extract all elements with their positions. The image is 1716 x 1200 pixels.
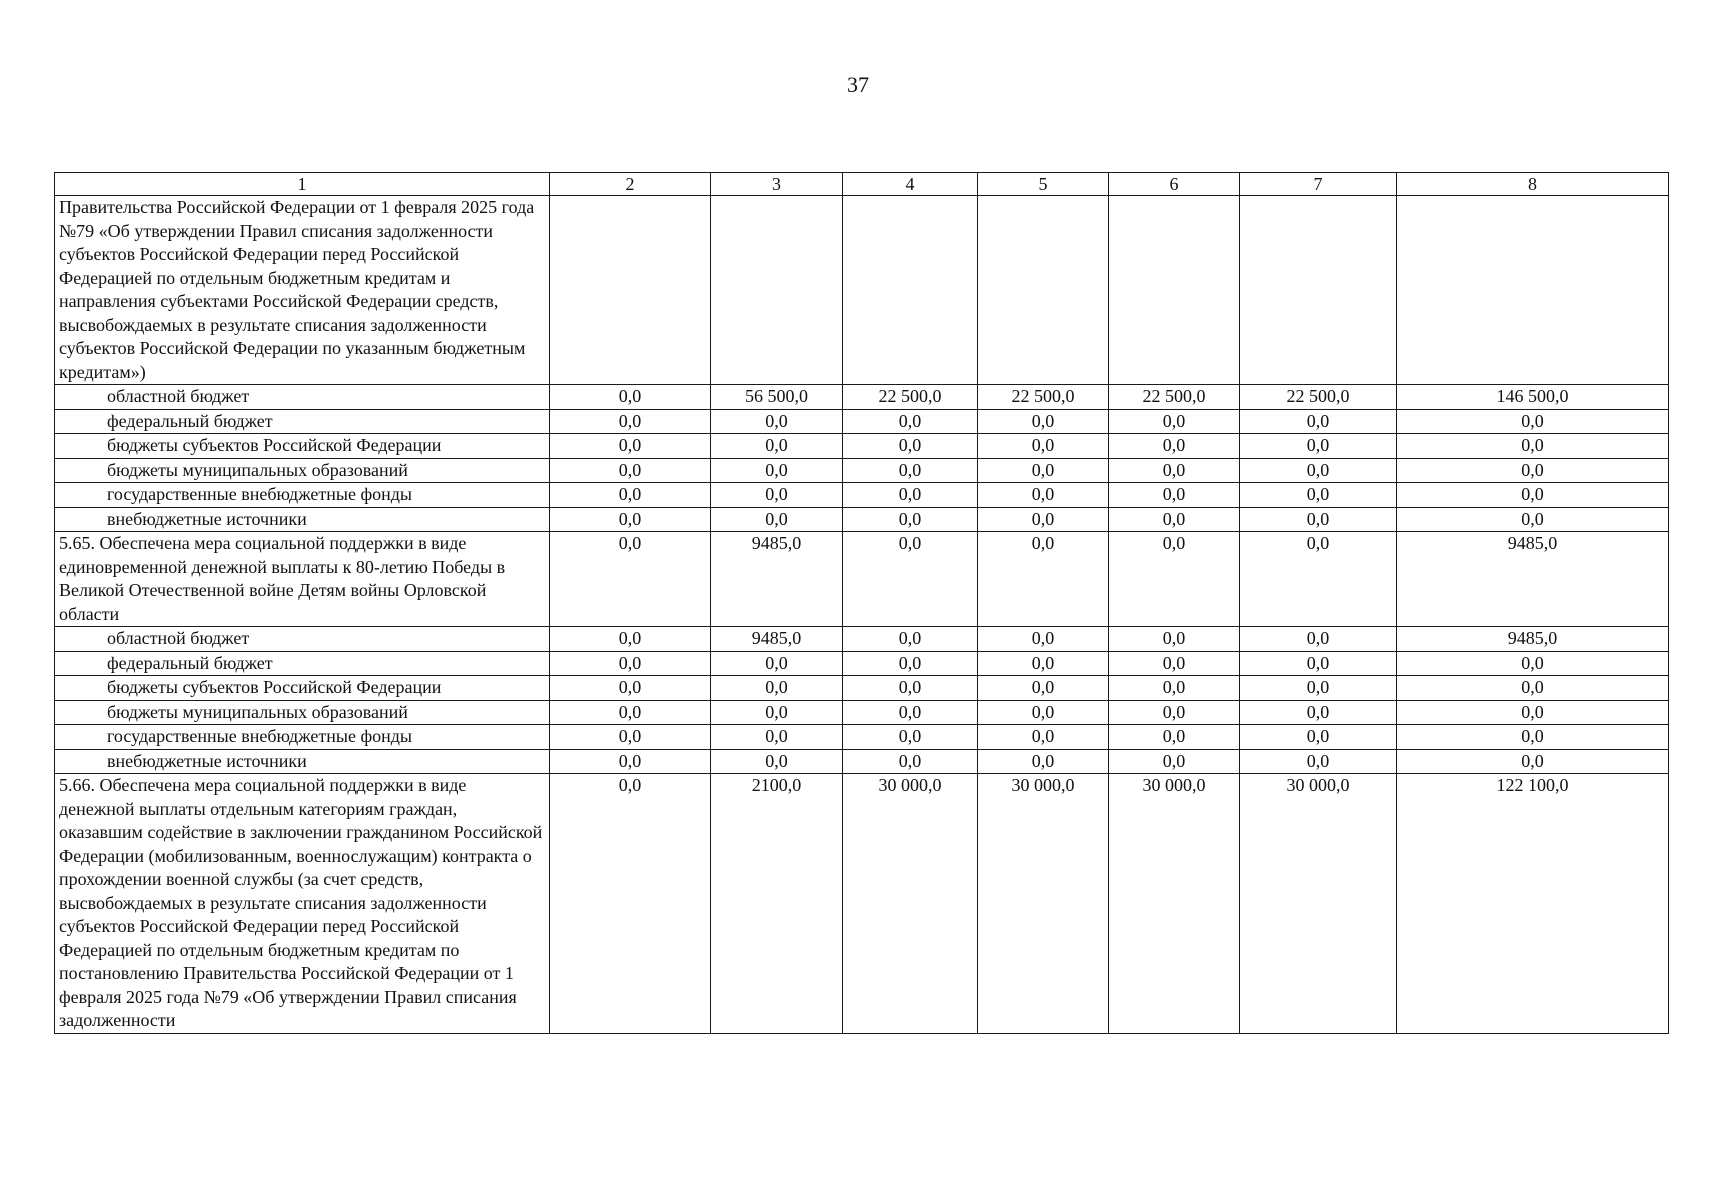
value-cell: 22 500,0 <box>1109 385 1240 410</box>
value-cell <box>1397 196 1669 385</box>
value-cell: 0,0 <box>550 700 711 725</box>
value-cell: 0,0 <box>978 434 1109 459</box>
value-cell: 0,0 <box>550 725 711 750</box>
value-cell: 0,0 <box>711 483 843 508</box>
table-row-funding-source <box>55 507 1669 532</box>
value-cell: 0,0 <box>843 434 978 459</box>
value-cell: 9485,0 <box>711 627 843 652</box>
column-header-1: 1 <box>55 173 550 196</box>
value-cell: 0,0 <box>1240 676 1397 701</box>
table-row-funding-source <box>55 700 1669 725</box>
column-header-3: 3 <box>711 173 843 196</box>
table-row-funding-source <box>55 676 1669 701</box>
value-cell: 0,0 <box>1397 725 1669 750</box>
value-cell: 0,0 <box>550 385 711 410</box>
value-cell: 0,0 <box>978 409 1109 434</box>
value-cell: 22 500,0 <box>978 385 1109 410</box>
column-header-2: 2 <box>550 173 711 196</box>
table-body <box>55 196 1669 1034</box>
column-header-5: 5 <box>978 173 1109 196</box>
value-cell: 0,0 <box>843 409 978 434</box>
value-cell <box>1109 196 1240 385</box>
value-cell: 0,0 <box>843 676 978 701</box>
value-cell: 0,0 <box>1109 483 1240 508</box>
value-cell: 0,0 <box>978 651 1109 676</box>
value-cell: 9485,0 <box>1397 532 1669 627</box>
value-cell: 0,0 <box>978 458 1109 483</box>
value-cell: 0,0 <box>1109 458 1240 483</box>
value-cell: 0,0 <box>711 458 843 483</box>
value-cell: 0,0 <box>550 627 711 652</box>
value-cell: 0,0 <box>978 725 1109 750</box>
value-cell <box>550 196 711 385</box>
funding-source-label: бюджеты субъектов Российской Федерации <box>55 676 550 701</box>
funding-source-label: федеральный бюджет <box>55 409 550 434</box>
funding-source-label: внебюджетные источники <box>55 507 550 532</box>
value-cell: 0,0 <box>1397 409 1669 434</box>
value-cell: 0,0 <box>1397 483 1669 508</box>
value-cell <box>978 196 1109 385</box>
table-row-funding-source <box>55 627 1669 652</box>
funding-source-label: бюджеты муниципальных образований <box>55 458 550 483</box>
value-cell: 0,0 <box>1397 507 1669 532</box>
value-cell: 0,0 <box>1109 627 1240 652</box>
value-cell <box>711 196 843 385</box>
value-cell: 0,0 <box>1109 409 1240 434</box>
table-row-funding-source <box>55 651 1669 676</box>
value-cell: 30 000,0 <box>978 774 1109 1034</box>
value-cell: 0,0 <box>1397 676 1669 701</box>
budget-table <box>54 172 1669 1034</box>
value-cell: 22 500,0 <box>1240 385 1397 410</box>
value-cell: 9485,0 <box>711 532 843 627</box>
table-row-measure <box>55 196 1669 385</box>
value-cell: 0,0 <box>978 700 1109 725</box>
value-cell: 0,0 <box>1240 458 1397 483</box>
table-row-funding-source <box>55 409 1669 434</box>
value-cell: 0,0 <box>550 409 711 434</box>
value-cell: 0,0 <box>550 532 711 627</box>
value-cell: 122 100,0 <box>1397 774 1669 1034</box>
table-row-funding-source <box>55 458 1669 483</box>
header-row <box>55 173 1669 196</box>
value-cell: 0,0 <box>1240 532 1397 627</box>
value-cell: 0,0 <box>550 458 711 483</box>
value-cell: 0,0 <box>1397 700 1669 725</box>
value-cell: 0,0 <box>978 627 1109 652</box>
value-cell: 0,0 <box>978 749 1109 774</box>
value-cell: 0,0 <box>1109 725 1240 750</box>
value-cell: 0,0 <box>843 507 978 532</box>
table-row-funding-source <box>55 749 1669 774</box>
value-cell: 0,0 <box>1240 507 1397 532</box>
page-number: 37 <box>847 72 869 97</box>
value-cell: 0,0 <box>1240 725 1397 750</box>
value-cell: 0,0 <box>978 507 1109 532</box>
value-cell: 22 500,0 <box>843 385 978 410</box>
value-cell: 0,0 <box>711 749 843 774</box>
value-cell: 56 500,0 <box>711 385 843 410</box>
value-cell: 0,0 <box>843 627 978 652</box>
value-cell: 146 500,0 <box>1397 385 1669 410</box>
table-row-measure <box>55 532 1669 627</box>
measure-description: 5.66. Обеспечена мера социальной поддержки в виде денежной выплаты отдельным категориям граждан, оказавшим содействие в заключении гражданином Российской Федерации (мобилизованным, военнослужащим) контракта о прохождении военной службы (за счет средств, высвобождаемых в результате списания задолженности субъектов Российской Федерации перед Российской Федерацией по отдельным бюджетным кредитам по постановлению Правительства Российской Федерации от 1 февраля 2025 года №79 «Об утверждении Правил списания задолженности <box>55 774 550 1034</box>
value-cell: 0,0 <box>1240 700 1397 725</box>
value-cell: 0,0 <box>1240 749 1397 774</box>
funding-source-label: государственные внебюджетные фонды <box>55 725 550 750</box>
value-cell: 0,0 <box>550 676 711 701</box>
value-cell: 0,0 <box>711 725 843 750</box>
value-cell: 0,0 <box>1109 676 1240 701</box>
value-cell: 0,0 <box>978 532 1109 627</box>
table-row-funding-source <box>55 725 1669 750</box>
table-row-funding-source <box>55 434 1669 459</box>
value-cell: 0,0 <box>550 774 711 1034</box>
table-row-funding-source <box>55 483 1669 508</box>
value-cell: 0,0 <box>1109 749 1240 774</box>
table-header <box>55 173 1669 196</box>
column-header-7: 7 <box>1240 173 1397 196</box>
table-row-measure <box>55 774 1669 1034</box>
value-cell <box>1240 196 1397 385</box>
value-cell: 2100,0 <box>711 774 843 1034</box>
value-cell: 0,0 <box>1109 700 1240 725</box>
value-cell: 9485,0 <box>1397 627 1669 652</box>
funding-source-label: областной бюджет <box>55 385 550 410</box>
value-cell: 0,0 <box>1109 651 1240 676</box>
value-cell: 0,0 <box>711 409 843 434</box>
value-cell: 0,0 <box>843 700 978 725</box>
value-cell: 0,0 <box>843 651 978 676</box>
value-cell: 0,0 <box>711 434 843 459</box>
value-cell: 0,0 <box>978 676 1109 701</box>
value-cell: 0,0 <box>978 483 1109 508</box>
value-cell: 0,0 <box>843 725 978 750</box>
funding-source-label: бюджеты субъектов Российской Федерации <box>55 434 550 459</box>
value-cell: 0,0 <box>843 483 978 508</box>
value-cell: 0,0 <box>1240 409 1397 434</box>
value-cell: 0,0 <box>711 700 843 725</box>
value-cell: 0,0 <box>1397 458 1669 483</box>
value-cell: 0,0 <box>711 676 843 701</box>
funding-source-label: федеральный бюджет <box>55 651 550 676</box>
value-cell: 0,0 <box>711 507 843 532</box>
value-cell: 0,0 <box>711 651 843 676</box>
measure-description: Правительства Российской Федерации от 1 февраля 2025 года №79 «Об утверждении Правил списания задолженности субъектов Российской Федерации перед Российской Федерацией по отдельным бюджетным кредитам и направления субъектами Российской Федерации средств, высвобождаемых в результате списания задолженности субъектов Российской Федерации по указанным бюджетным кредитам») <box>55 196 550 385</box>
column-header-4: 4 <box>843 173 978 196</box>
value-cell: 0,0 <box>550 483 711 508</box>
value-cell: 0,0 <box>1240 627 1397 652</box>
table-row-funding-source <box>55 385 1669 410</box>
funding-source-label: внебюджетные источники <box>55 749 550 774</box>
value-cell: 0,0 <box>1397 749 1669 774</box>
column-header-6: 6 <box>1109 173 1240 196</box>
value-cell: 0,0 <box>550 651 711 676</box>
value-cell: 0,0 <box>843 749 978 774</box>
funding-source-label: государственные внебюджетные фонды <box>55 483 550 508</box>
value-cell: 0,0 <box>550 434 711 459</box>
measure-description: 5.65. Обеспечена мера социальной поддержки в виде единовременной денежной выплаты к 80-летию Победы в Великой Отечественной войне Детям войны Орловской области <box>55 532 550 627</box>
funding-source-label: областной бюджет <box>55 627 550 652</box>
value-cell: 0,0 <box>550 749 711 774</box>
value-cell: 0,0 <box>843 532 978 627</box>
funding-source-label: бюджеты муниципальных образований <box>55 700 550 725</box>
value-cell: 0,0 <box>1397 651 1669 676</box>
value-cell: 0,0 <box>550 507 711 532</box>
value-cell: 0,0 <box>1109 507 1240 532</box>
value-cell: 0,0 <box>1240 483 1397 508</box>
value-cell: 0,0 <box>1240 434 1397 459</box>
value-cell: 30 000,0 <box>843 774 978 1034</box>
value-cell: 0,0 <box>1109 434 1240 459</box>
value-cell: 0,0 <box>843 458 978 483</box>
value-cell <box>843 196 978 385</box>
value-cell: 30 000,0 <box>1109 774 1240 1034</box>
value-cell: 0,0 <box>1397 434 1669 459</box>
column-header-8: 8 <box>1397 173 1669 196</box>
value-cell: 0,0 <box>1240 651 1397 676</box>
value-cell: 30 000,0 <box>1240 774 1397 1034</box>
value-cell: 0,0 <box>1109 532 1240 627</box>
